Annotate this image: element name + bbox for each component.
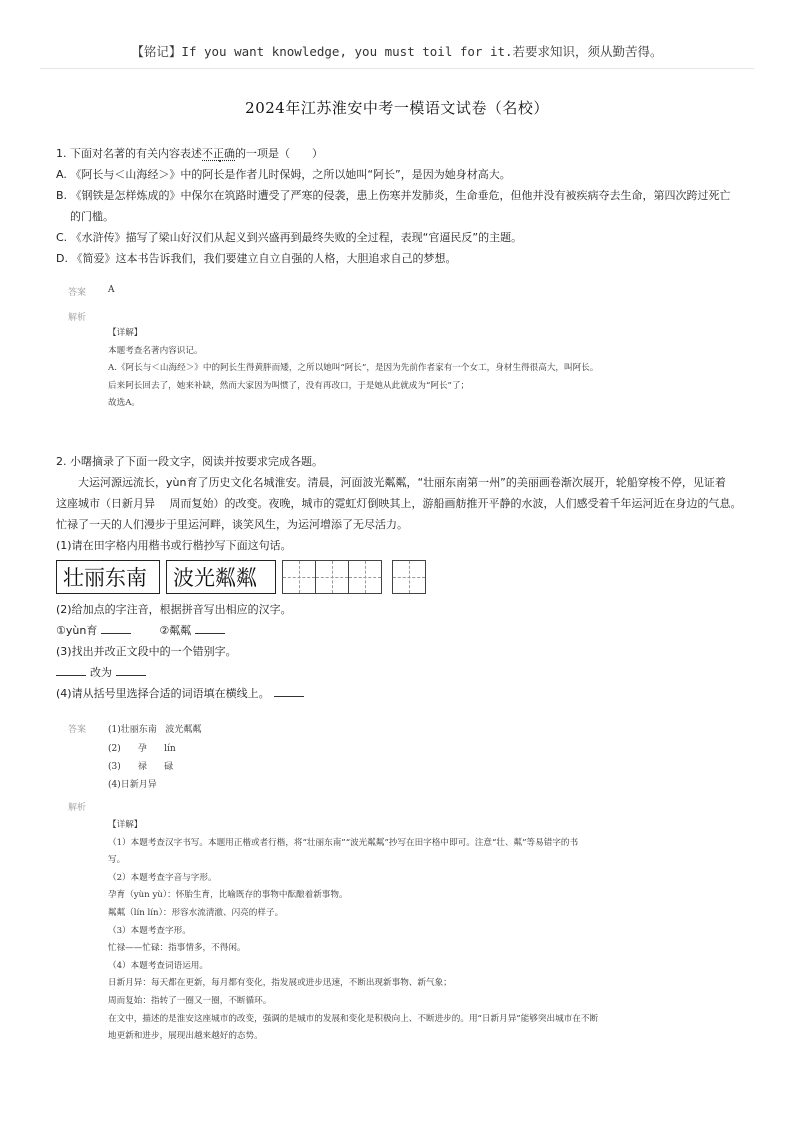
option-b-continued: 的门槛。 — [70, 210, 114, 223]
grid-text-box: 波光粼粼 — [166, 560, 276, 594]
question-2-stem: 2. 小曙摘录了下面一段文字，阅读并按要求完成各题。 — [56, 455, 323, 468]
passage-line: 大运河源远流长，yùn育了历史文化名城淮安。清晨，河面波光粼粼，“壮丽东南第一州”的美丽画卷渐次展开，轮船穿梭不停，见证着 — [78, 476, 726, 489]
grid-cell[interactable] — [315, 560, 349, 594]
sub-question-1: (1)请在田字格内用楷书或行楷抄写下面这句话。 — [56, 539, 292, 552]
answer-blank[interactable] — [195, 623, 225, 634]
page-title: 2024年江苏淮安中考一模语文试卷（名校） — [245, 99, 549, 117]
analysis-label: 解析 — [68, 803, 87, 813]
answer-blank[interactable] — [56, 665, 86, 676]
grid-cell[interactable] — [392, 560, 426, 594]
passage-line: 忙禄了一天的人们漫步于里运河畔，谈笑风生，为运河增添了无尽活力。 — [56, 518, 408, 531]
sub-question-3: (3)找出并改正文段中的一个错别字。 — [56, 645, 237, 658]
option-c: C. 《水浒传》描写了梁山好汉们从起义到兴盛再到最终失败的全过程，表现“官逼民反”的主题。 — [56, 231, 523, 244]
grid-cell[interactable] — [348, 560, 382, 594]
answer-line: (2) 孕 lín — [108, 744, 176, 754]
answer-label: 答案 — [68, 725, 87, 735]
answer-line: (3) 禄 碌 — [108, 762, 174, 772]
sub-question-3-fill: 改为 — [56, 662, 746, 683]
answer-label: 答案 — [68, 288, 87, 298]
sub-question-2-items: ①yùn育 ②粼粼 — [56, 620, 746, 641]
answer-line: (4)日新月异 — [108, 780, 157, 790]
answer-blank[interactable] — [116, 665, 146, 676]
answer-blank[interactable] — [274, 686, 304, 697]
grid-cell[interactable] — [282, 560, 316, 594]
header-motto: 【铭记】If you want knowledge, you must toil for it.若要求知识，须从勤苦得。 — [131, 44, 663, 59]
emphasis-mark: 不正确 — [202, 147, 235, 160]
question-2-subs — [56, 599, 746, 704]
question-2 — [56, 451, 746, 556]
answer-line: (1)壮丽东南 波光粼粼 — [108, 725, 202, 735]
sub-question-2: (2)给加点的字注音，根据拼音写出相应的汉字。 — [56, 603, 292, 616]
sub-question-4: (4)请从括号里选择合适的词语填在横线上。 — [56, 683, 746, 704]
option-b: B. 《钢铁是怎样炼成的》中保尔在筑路时遭受了严寒的侵袭，患上伤寒并发肺炎，生命垂危，但他并没有被疾病夺去生命，第四次跨过死亡 — [56, 189, 731, 202]
analysis-text: 【详解】 本题考查名著内容识记。 A.《阿长与＜山海经＞》中的阿长生得黄胖而矮，之所以她叫“阿长”，是因为先前作者家有一个女工，身材生得很高大，叫阿长。 后来阿长回去了，她来补缺，然而大家因为叫惯了，没有再改口，于是她从此就成为“阿长”了； 故选A。 — [108, 328, 599, 409]
analysis-label: 解析 — [68, 313, 87, 323]
grid-text-box: 壮丽东南 — [56, 560, 160, 594]
answer-blank[interactable] — [101, 623, 131, 634]
analysis-text: 【详解】 （1）本题考查汉字书写。本题用正楷或者行楷，将“壮丽东南”“波光粼粼”抄写在田字格中即可。注意“壮、粼”等易错字的书 写。 （2）本题考查字音与字形。 孕育（yùn yù）：怀胎生育，比喻既存的事物中酝酿着新事物。 粼粼（lín lín）：形容水流清澈、闪亮的样子。 （3）本题考查字形。 忙禄——忙碌：指事情多，不得闲。 （4）本题考查词语运用。 日新月异：每天都在更新，每月都有变化，指发展或进步迅速，不断出现新事物、新气象； 周而复始：指转了一圈又一圈，不断循环。 在文中，描述的是淮安这座城市的改变，强调的是城市的发展和变化是积极向上、不断进步的。用“日新月异”能够突出城市在不断 地更新和进步，展现出越来越好的态势。 — [108, 820, 599, 1042]
passage-line: 这座城市（日新月异 周而复始）的改变。夜晚，城市的霓虹灯倒映其上，游船画舫推开平静的水波，人们感受着千年运河近在身边的气息。 — [56, 497, 742, 510]
option-d: D. 《简爱》这本书告诉我们，我们要建立自立自强的人格，大胆追求自己的梦想。 — [56, 252, 457, 265]
answer-value: A — [108, 285, 115, 295]
question-1-stem: 1. 下面对名著的有关内容表述不正确的一项是（ ） — [56, 147, 323, 160]
question-1 — [56, 143, 746, 269]
header-divider — [40, 68, 754, 69]
option-a: A. 《阿长与＜山海经＞》中的阿长是作者儿时保姆，之所以她叫“阿长”，是因为她身材高大。 — [56, 168, 511, 181]
